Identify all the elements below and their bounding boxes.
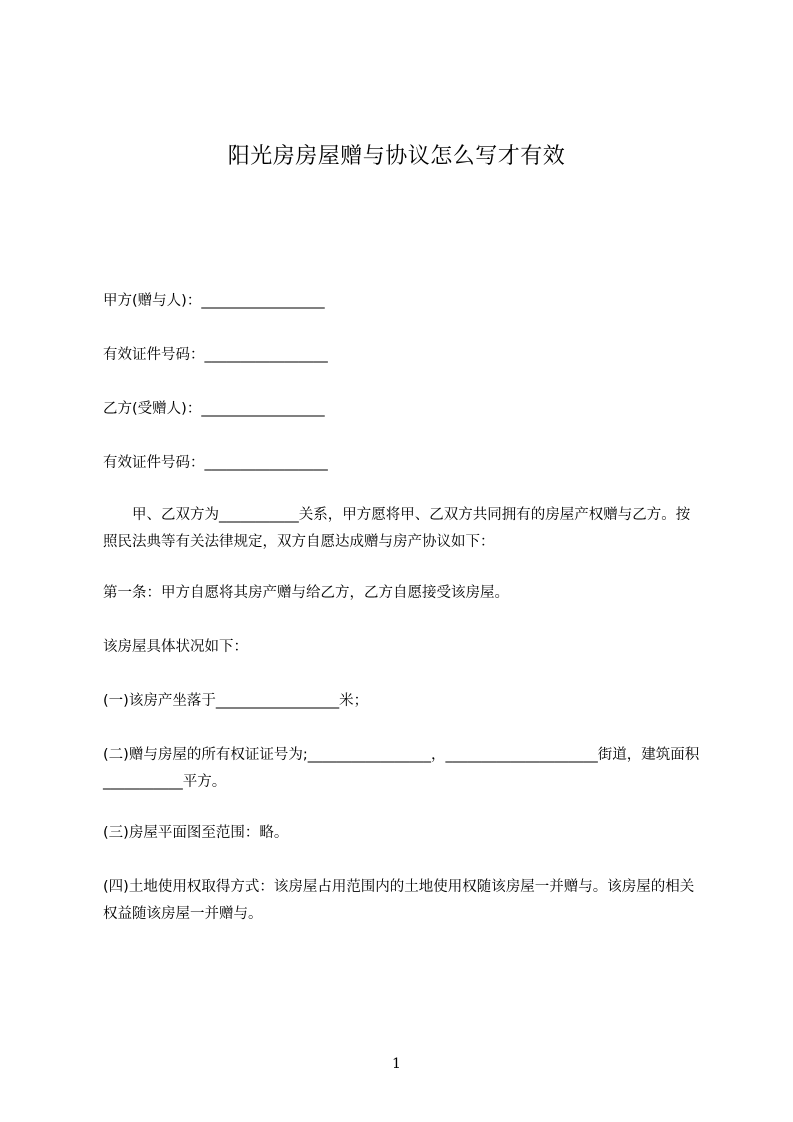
party-b-id-number-line: 有效证件号码：_________________ [103,455,328,471]
relationship-paragraph: 甲、乙双方为___________关系，甲方愿将甲、乙双方共同拥有的房屋产权赠与乙方。按照民法典等有关法律规定，双方自愿达成赠与房产协议如下： [103,507,691,550]
floor-plan-item: (三)房屋平面图至范围：略。 [103,825,289,841]
property-location-item: (一)该房产坐落于_________________米； [103,693,369,709]
land-use-rights-item: (四)土地使用权取得方式：该房屋占用范围内的土地使用权随该房屋一并赠与。该房屋的相关权益随该房屋一并赠与。 [103,879,695,922]
property-status-heading: 该房屋具体状况如下： [103,639,248,655]
party-b-recipient-line: 乙方(受赠人)：_________________ [103,401,325,417]
property-certificate-item: (二)赠与房屋的所有权证证号为;_________________，_____________________街道，建筑面积___________平方。 [103,747,700,790]
party-a-id-number-line: 有效证件号码：_________________ [103,347,328,363]
document-title: 阳光房房屋赠与协议怎么写才有效 [227,144,566,169]
article-one-paragraph: 第一条：甲方自愿将其房产赠与给乙方，乙方自愿接受该房屋。 [103,585,509,601]
page-number: 1 [392,1056,401,1072]
party-a-donor-line: 甲方(赠与人)：_________________ [103,293,325,309]
